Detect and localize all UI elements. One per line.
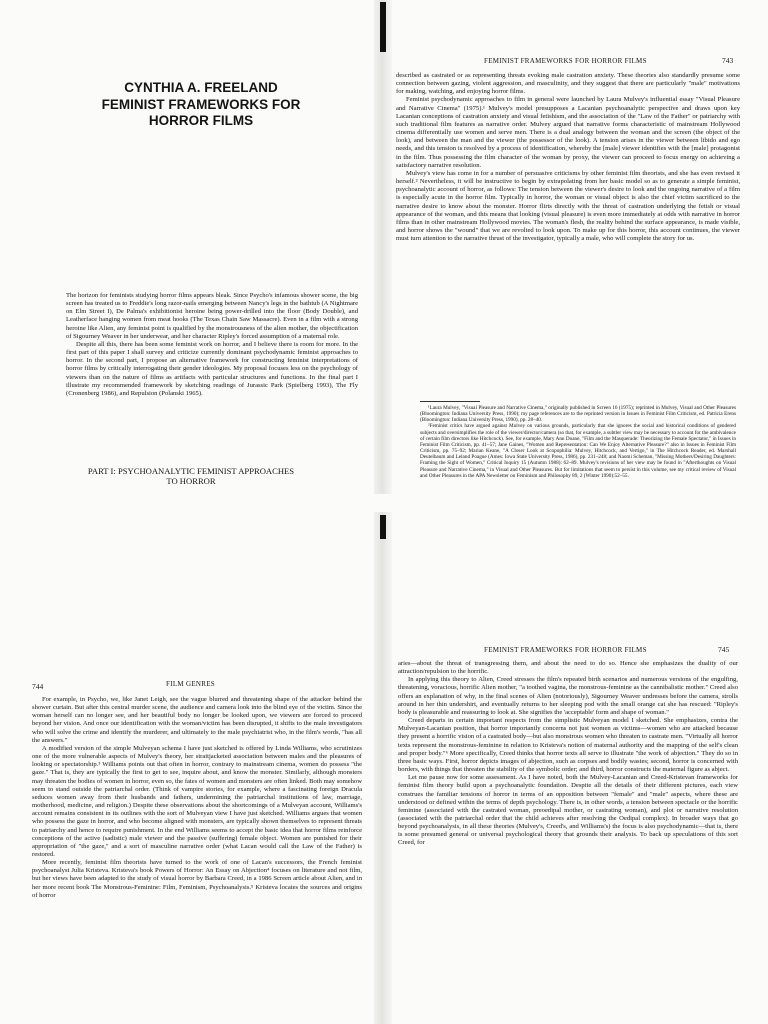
paragraph: Despite all this, there has been some feminist work on horror, and I believe there is room for more. In the first part of this paper I shall survey and criticize currently dominant psychodynamic feminist approaches to horror. In the second part, I propose an alternative framework for constructing feminist interpretations of horror films by critically interrogating their gender ideologies. My proposal focuses less on the psychology of viewers than on the nature of films as artifacts with particular structures and functions. In the final part I illustrate my recommended framework by sketching readings of Jurassic Park (Spielberg 1993), The Fly (Cronenberg 1986), and Repulsion (Polanski 1965). xyxy=(66,340,358,397)
paragraph: In applying this theory to Alien, Creed stresses the film's repeated birth scenarios and numerous versions of the engulfing, threatening, voracious, horrific Alien mother, "a toothed vagina, the monstrous-feminine as the cannibalistic mother." Creed also offers an explanation of why, in the final scenes of Alien (notoriously), Sigourney Weaver undresses before the camera, strolls around in her thin undershirt, and eventually returns to her sleeping pod with the small orange cat she has rescued: "Ripley's body is pleasurable and reassuring to look at. She signifies the 'acceptable' form and shape of woman." xyxy=(398,676,738,716)
paragraph: Feminist psychodynamic approaches to film in general were launched by Laura Mulvey's influential essay "Visual Pleasure and Narrative Cinema" (1975).¹ Mulvey's model presupposes a Lacanian psychoanalytic perspective and draws upon key Lacanian conceptions of castration anxiety and visual fetishism, and the association of the "Law of the Father" or patriarchy with such traditional film features as narrative order. Mulvey argued that narrative forms characteristic of mainstream Hollywood cinema differentially use women and serve men. There is a dual analogy between the woman and the screen (the object of the look), and between the man and the viewer (the possessor of the look). A tension arises in the viewer between libido and ego needs, and this tension is resolved by a process of identification, whereby the [male] viewer identifies with the [male] protagonist in the film. Thus possessing the film character of the woman by proxy, the viewer can proceed to focus energy on achieving a satisfactory narrative resolution. xyxy=(396,96,740,169)
page-745-right xyxy=(392,512,768,1024)
running-header: FILM GENRES xyxy=(166,680,215,688)
paragraph: Mulvey's view has come in for a number of persuasive criticisms by other feminist film theorists, and she has even revised it herself.² Nevertheless, it will be instructive to begin by extrapolating from her basic model so as to generate a simple feminist, psychoanalytic account of horror, as follows: The tension between the viewer's desire to look and the ongoing narrative of a film is especially acute in the horror film. Typically in horror, the woman or visual object is also the chief victim sacrificed to the narrative desire to know about the monster. Horror flirts directly with the threat of castration underlying the fetish or visual appearance of the woman, and this means that looking (visual pleasure) is even more immediately at odds with narrative in horror films than in other mainstream Hollywood movies. The woman's flesh, the reality behind the surface appearance, is made visible, and horror shows the "wound" that we are revolted to look upon. To make up for this horror, this account continues, the viewer must turn attention to the narrative thrust of the investigator, typically a male, who will complete the story for us. xyxy=(396,169,740,243)
running-header: FEMINIST FRAMEWORKS FOR HORROR FILMS xyxy=(484,646,647,654)
paragraph: Let me pause now for some assessment. As I have noted, both the Mulvey-Lacanian and Creed-Kristevan frameworks for feminist film theory build upon a psychoanalytic foundation. Despite all the details of their different pictures, each view construes the familiar tensions of horror in terms of an opposition between "female" and "male" aspects, where these are understood or defined within the terms of depth psychology. There is, in other words, a tension between spectacle or the horrific feminine (associated with the castrated woman, preoedipal mother, or castrating woman), and plot or narrative resolution (associated with the patriarchal order that the child achieves after resolving the Oedipal complex). In broader ways that go beyond psychoanalysis, in all these theories (Mulvey's, Creed's, and Williams's) the focus is also psychodynamic—that is, there is some presumed general or universal psychological theory that grounds their analysis. To back up speculations of this sort Creed, for xyxy=(398,774,738,847)
paragraph: The horizon for feminists studying horror films appears bleak. Since Psycho's infamous shower scene, the big screen has treated us to Freddie's long razor-nails emerging between Nancy's legs in the bathtub (A Nightmare on Elm Street I), De Palma's exhibitionist heroine being power-drilled into the floor (Body Double), and Leatherface hanging women from meat hooks (The Texas Chain Saw Massacre). Even in a film with a strong heroine like Alien, any feminist point is qualified by the monstrousness of the alien mother, the objectification of Sigourney Weaver in her underwear, and her character Ripley's forced assumption of a maternal role. xyxy=(66,292,358,340)
body-text xyxy=(396,72,740,243)
spine-shadow-mark xyxy=(380,515,386,539)
spine-shadow-mark xyxy=(380,2,386,52)
paragraph: Creed departs in certain important respects from the simplistic Mulveyan model I sketched. She emphasizes, contra the Mulveyan-Lacanian position, that horror importantly concerns not just women as victims—women who are attacked because they present a horrific vision of a castrated body—but also monstrous women who threaten to castrate men. "Virtually all horror texts represent the monstrous-feminine in relation to Kristeva's notion of maternal authority and the mapping of the self's clean and proper body."⁶ More specifically, Creed thinks that horror texts all serve to illustrate "the work of abjection." They do so in three basic ways. First, horror depicts images of abjection, such as corpses and bodily wastes; second, horror is concerned with borders, with things that threaten the stability of the symbolic order; and third, horror constructs the maternal figure as abject. xyxy=(398,717,738,774)
paragraph: aries—about the threat of transgressing them, and about the need to do so. Hence she emphasizes the duality of our attraction/repulsion to the horrific. xyxy=(398,660,738,676)
paragraph: described as castrated or as representing threats evoking male castration anxiety. These theories also standardly presume some connection between gazing, violent aggression, and masculinity, and they suggest that there are particularly "male" motivations for making, watching, and enjoying horror films. xyxy=(396,72,740,96)
book-spine xyxy=(374,0,392,1024)
page-number: 745 xyxy=(718,645,730,654)
section-heading: PART I: PSYCHOANALYTIC FEMINIST APPROACHES TO HORROR xyxy=(87,466,295,486)
page-742-left xyxy=(0,0,374,494)
intro-text xyxy=(66,292,358,398)
paragraph: A modified version of the simple Mulveyan schema I have just sketched is offered by Linda Williams, who scrutinizes one of the more vulnerable aspects of Mulvey's theory, her straitjacketed association between males and the pleasures of looking or spectatorship.³ Williams points out that often in horror, contrary to mainstream cinema, women do possess "the gaze." That is, they are typically the first to get to see, inquire about, and know the monster. Similarly, although monsters may threaten the bodies of women in horror, even so, the fates of women and monsters are often linked. Both may somehow seem to stand outside the patriarchal order. (Think of vampire stories, for example, where a fascinating foreign Dracula seduces women away from their husbands and fathers, undermining the patriarchal institutions of law, marriage, motherhood, medicine, and religion.) Despite these observations about the shortcomings of a Mulveyan account, Williams's account remains consistent in its outlines with the sort of Mulveyan view I have just sketched. Williams argues that women who possess the gaze in horror, and who become aligned with monsters, are typically shown themselves to represent threats to patriarchy and hence to require punishment. In the end Williams seems to accept the basic idea that horror films reinforce conceptions of the active (sadistic) male viewer and the passive (suffering) female object. Women are punished for their appropriation of "the gaze," and a sort of masculine narrative order (what Lacan would call the Law of the Father) is restored. xyxy=(32,744,362,858)
footnote-rule xyxy=(420,401,480,402)
running-header: FEMINIST FRAMEWORKS FOR HORROR FILMS xyxy=(484,57,647,65)
paragraph: For example, in Psycho, we, like Janet Leigh, see the vague blurred and threatening shape of the attacker behind the shower curtain. But after this central murder scene, the audience and camera look into the blind eye of the victim. Since the woman herself can no longer see, and her beautiful body no longer be looked upon, we viewers are forced to proceed beyond her vision. And once our identification with the woman/victim has been disrupted, it shifts to the male investigators who will solve the crime and identify the murderer, and ultimately to the male psychiatrist who, in the film's words, "has all the answers." xyxy=(32,696,362,744)
body-text xyxy=(398,660,738,848)
footnote: ²Feminist critics have argued against Mulvey on various grounds, particularly that she ignores the social and historical conditions of gendered subjects and oversimplifies the role of the viewer/director/camera (so that, for example, a subtler view may be necessary to account for the ambivalence of certain film directors like Hitchcock). See, for example, Mary Ann Doane, "Film and the Masquerade: Theorizing the Female Spectator," in Issues in Feminist Film Criticism, pp. 41–57; Jane Gaines, "Women and Representation: Can We Enjoy Alternative Pleasure?" also in Issues in Feminist Film Criticism, pp. 75–92; Marian Keane, "A Closer Look at Scopophilia: Mulvey, Hitchcock, and Vertigo," in The Hitchcock Reader, ed. Marshall Deutelbaum and Leland Poague (Ames: Iowa State University Press, 1986), pp. 231–248; and Naomi Scheman, "Missing Mothers/Desiring Daughters: Framing the Sight of Women," Critical Inquiry 15 (Autumn 1988): 62–89. Mulvey's revisions of her view may be found in "Afterthoughts on Visual Pleasure and Narrative Cinema," in Visual and Other Pleasures. But for limitations that seem to persist in this volume, see my critical review of Visual and Other Pleasures in the APA Newsletter on Feminism and Philosophy 89, 2 (Winter 1990):52–55. xyxy=(420,423,736,479)
page-number: 743 xyxy=(722,56,734,65)
page-gap xyxy=(0,494,768,512)
body-text xyxy=(32,696,362,900)
author-name: CYNTHIA A. FREELAND xyxy=(124,80,278,95)
page-number: 744 xyxy=(32,682,44,691)
footnote: ¹Laura Mulvey, "Visual Pleasure and Narrative Cinema," originally published in Screen 16 (1975); reprinted in Mulvey, Visual and Other Pleasures (Bloomington: Indiana University Press, 1990); my page references are to the reprinted version in Issues in Feminist Film Criticism, ed. Patricia Erens (Bloomington: Indiana University Press, 1990), pp. 28–40. xyxy=(420,405,736,424)
article-title: FEMINIST FRAMEWORKS FOR HORROR FILMS xyxy=(101,97,301,128)
paragraph: More recently, feminist film theorists have turned to the work of one of Lacan's successors, the French feminist psychoanalyst Julia Kristeva. Kristeva's book Powers of Horror: An Essay on Abjection⁴ focuses on literature and not film, but her views have been adapted to the study of visual horror by Barbara Creed, in a 1986 Screen article about Alien, and in her more recent book The Monstrous-Feminine: Film, Feminism, Psychoanalysis.⁵ Kristeva locates the sources and origins of horror xyxy=(32,859,362,899)
page-744-left xyxy=(0,512,374,1024)
footnotes xyxy=(420,405,736,479)
